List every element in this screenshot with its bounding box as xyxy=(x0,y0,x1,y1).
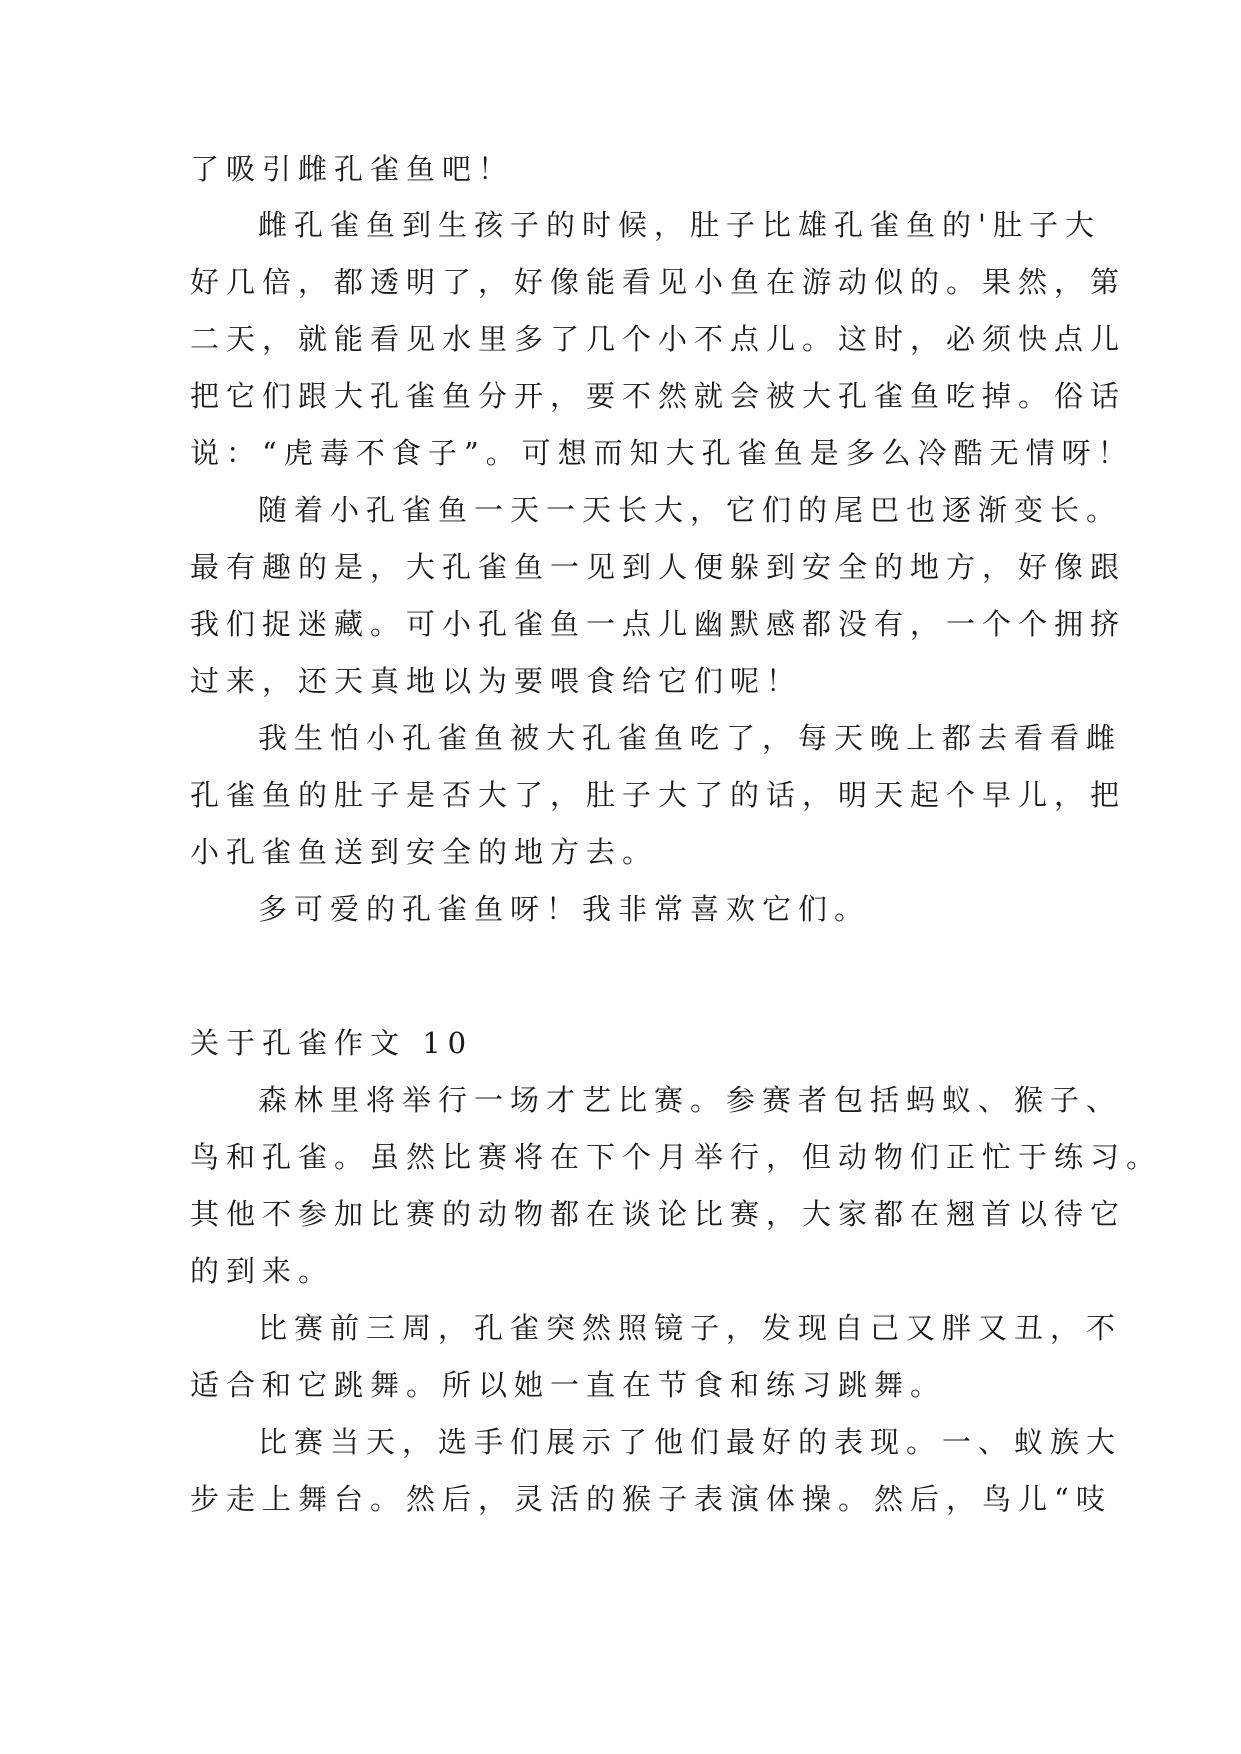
text-line: 我们捉迷藏。可小孔雀鱼一点儿幽默感都没有，一个个拥挤 xyxy=(190,607,1127,641)
text-line: 鸟和孔雀。虽然比赛将在下个月举行，但动物们正忙于练习。 xyxy=(190,1140,1163,1174)
text-line: 把它们跟大孔雀鱼分开，要不然就会被大孔雀鱼吃掉。俗话 xyxy=(190,379,1127,413)
text-line: 随着小孔雀鱼一天一天长大，它们的尾巴也逐渐变长。 xyxy=(258,493,1123,527)
text-line: 说：“虎毒不食子”。可想而知大孔雀鱼是多么冷酷无情呀！ xyxy=(190,436,1134,470)
text-line: 的到来。 xyxy=(190,1254,335,1288)
section-heading: 关于孔雀作文 10 xyxy=(190,1026,474,1060)
text-line: 我生怕小孔雀鱼被大孔雀鱼吃了，每天晚上都去看看雌 xyxy=(258,721,1123,755)
text-line: 雌孔雀鱼到生孩子的时候，肚子比雄孔雀鱼的'肚子大 xyxy=(258,208,1101,242)
text-line: 其他不参加比赛的动物都在谈论比赛，大家都在翘首以待它 xyxy=(190,1197,1127,1231)
text-line: 比赛前三周，孔雀突然照镜子，发现自己又胖又丑，不 xyxy=(258,1311,1123,1345)
text-line: 了吸引雌孔雀鱼吧！ xyxy=(190,152,515,186)
text-line: 比赛当天，选手们展示了他们最好的表现。一、蚁族大 xyxy=(258,1425,1123,1459)
text-line: 森林里将举行一场才艺比赛。参赛者包括蚂蚁、猴子、 xyxy=(258,1083,1123,1117)
text-line: 孔雀鱼的肚子是否大了，肚子大了的话，明天起个早儿，把 xyxy=(190,778,1127,812)
text-line: 步走上舞台。然后，灵活的猴子表演体操。然后，鸟儿“吱 xyxy=(190,1482,1112,1516)
text-line: 最有趣的是，大孔雀鱼一见到人便躲到安全的地方，好像跟 xyxy=(190,550,1127,584)
text-line: 适合和它跳舞。所以她一直在节食和练习跳舞。 xyxy=(190,1368,947,1402)
text-line: 小孔雀鱼送到安全的地方去。 xyxy=(190,835,659,869)
text-line: 过来，还天真地以为要喂食给它们呢！ xyxy=(190,664,803,698)
text-line: 多可爱的孔雀鱼呀！我非常喜欢它们。 xyxy=(258,892,871,926)
text-line: 二天，就能看见水里多了几个小不点儿。这时，必须快点儿 xyxy=(190,322,1127,356)
text-line: 好几倍，都透明了，好像能看见小鱼在游动似的。果然，第 xyxy=(190,265,1127,299)
